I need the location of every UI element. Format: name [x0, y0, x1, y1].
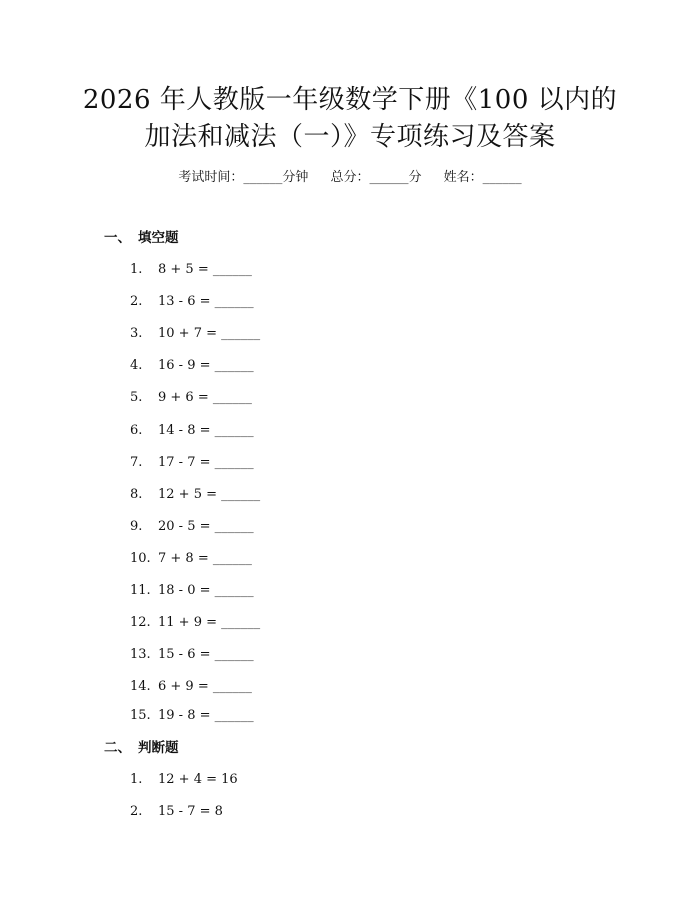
question-expression: 12 + 4 = 16: [158, 772, 238, 787]
section-title: 判断题: [138, 740, 179, 756]
question-index: 14.: [130, 679, 151, 694]
question-expression: 20 - 5 = ______: [158, 519, 254, 534]
question-item: [130, 770, 238, 790]
question-expression: 12 + 5 = ______: [158, 487, 261, 502]
exam-time-field: 考试时间：______分钟: [178, 170, 309, 185]
question-index: 7.: [130, 455, 143, 470]
question-expression: 17 - 7 = ______: [158, 455, 254, 470]
question-index: 2.: [130, 294, 143, 309]
section-heading-true-false: [104, 738, 179, 758]
question-expression: 16 - 9 = ______: [158, 358, 254, 373]
question-index: 13.: [130, 647, 151, 662]
question-expression: 10 + 7 = ______: [158, 326, 261, 341]
question-expression: 19 - 8 = ______: [158, 708, 254, 723]
question-item: [130, 802, 223, 822]
question-index: 1.: [130, 772, 143, 787]
document-title-line-1: 2026 年人教版一年级数学下册《100 以内的: [82, 85, 618, 115]
question-expression: 11 + 9 = ______: [158, 615, 261, 630]
question-item: [130, 292, 254, 312]
question-item: [130, 421, 254, 441]
question-expression: 8 + 5 = ______: [158, 262, 252, 277]
question-item: [130, 549, 252, 569]
section-number: 一、: [104, 230, 131, 246]
section-heading-fill-in: [104, 228, 179, 248]
section-title: 填空题: [138, 230, 179, 246]
question-expression: 7 + 8 = ______: [158, 551, 252, 566]
question-item: [130, 645, 254, 665]
exam-name-field: 姓名：______: [443, 170, 522, 185]
question-index: 5.: [130, 390, 143, 405]
question-item: [130, 388, 252, 408]
question-item: [130, 677, 252, 697]
question-index: 3.: [130, 326, 143, 341]
question-index: 11.: [130, 583, 151, 598]
question-item: [130, 324, 260, 344]
question-index: 4.: [130, 358, 143, 373]
question-expression: 9 + 6 = ______: [158, 390, 252, 405]
question-item: [130, 706, 254, 726]
question-item: [130, 260, 252, 280]
question-index: 8.: [130, 487, 143, 502]
question-expression: 13 - 6 = ______: [158, 294, 254, 309]
question-expression: 15 - 6 = ______: [158, 647, 254, 662]
question-index: 15.: [130, 708, 151, 723]
exam-info: [0, 168, 700, 188]
question-expression: 6 + 9 = ______: [158, 679, 252, 694]
question-index: 12.: [130, 615, 151, 630]
question-index: 2.: [130, 804, 143, 819]
question-index: 10.: [130, 551, 151, 566]
question-item: [130, 613, 260, 633]
question-index: 1.: [130, 262, 143, 277]
question-item: [130, 453, 254, 473]
question-expression: 18 - 0 = ______: [158, 583, 254, 598]
question-index: 6.: [130, 423, 143, 438]
question-item: [130, 517, 254, 537]
section-number: 二、: [104, 740, 131, 756]
question-item: [130, 485, 260, 505]
question-item: [130, 581, 254, 601]
question-expression: 15 - 7 = 8: [158, 804, 223, 819]
question-index: 9.: [130, 519, 143, 534]
question-item: [130, 356, 254, 376]
exam-score-field: 总分：______分: [330, 170, 422, 185]
question-expression: 14 - 8 = ______: [158, 423, 254, 438]
document-title-line-2: 加法和减法（一）》专项练习及答案: [144, 122, 556, 152]
